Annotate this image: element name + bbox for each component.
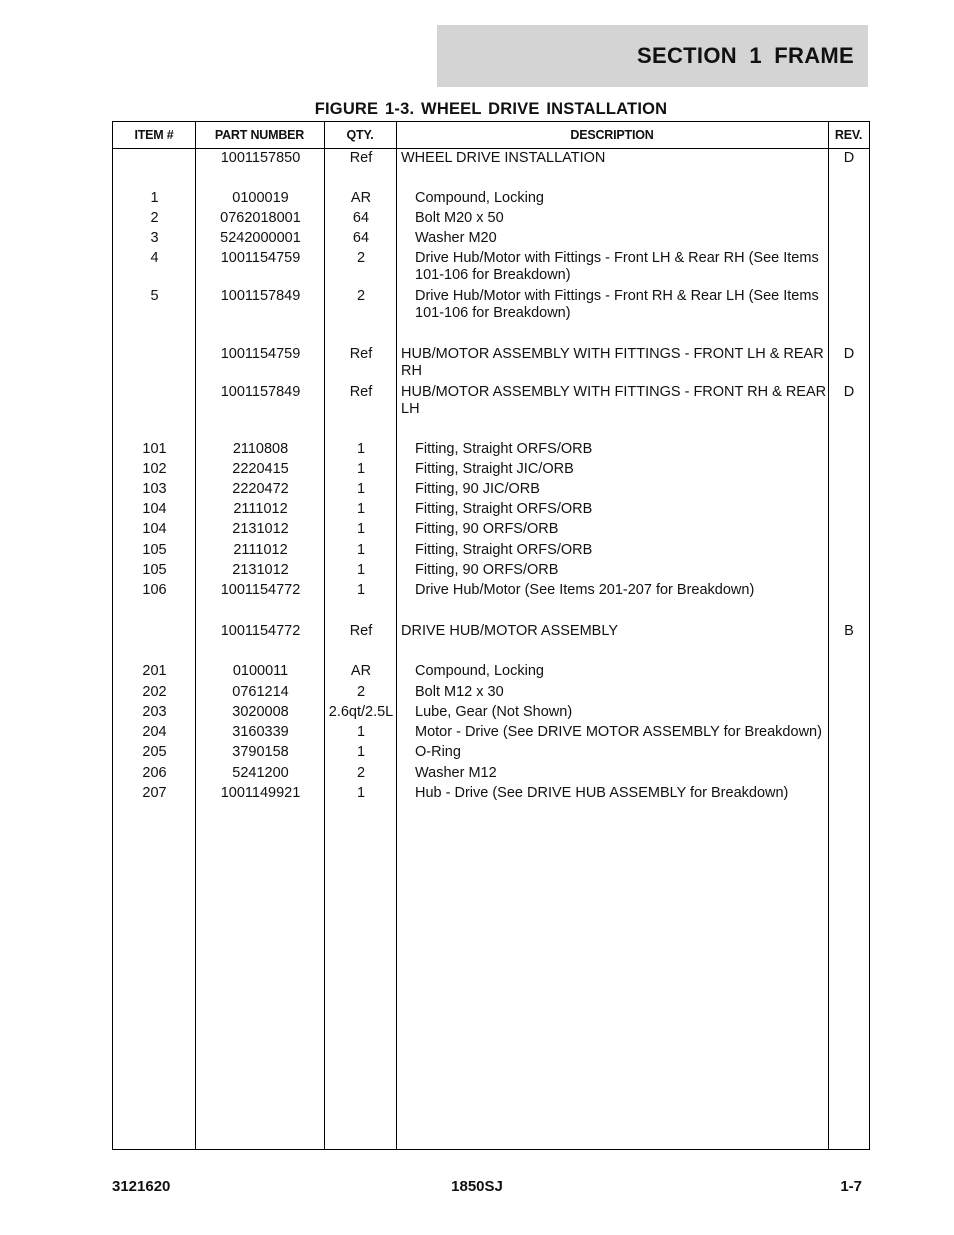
item-number-cell: 105	[142, 542, 167, 558]
description-cell: Lube, Gear (Not Shown)	[415, 704, 573, 720]
description-cell: Drive Hub/Motor (See Items 201-207 for Breakdown)	[415, 582, 755, 598]
quantity-cell: 1	[356, 501, 366, 517]
item-number-cell: 3	[150, 230, 159, 246]
part-number-cell: 1001157849	[220, 384, 301, 400]
revision-cell: D	[843, 346, 855, 362]
description-cell: Hub - Drive (See DRIVE HUB ASSEMBLY for Breakdown)	[415, 785, 789, 801]
description-cell: Fitting, 90 JIC/ORB	[415, 481, 540, 497]
quantity-cell: 2	[356, 684, 366, 700]
part-number-cell: 2131012	[232, 521, 289, 537]
table-header-row	[113, 122, 869, 149]
quantity-cell: Ref	[349, 623, 373, 639]
part-number-cell: 1001154772	[220, 582, 301, 598]
description-cell: Compound, Locking	[415, 663, 544, 679]
section-title: SECTION 1 FRAME	[637, 43, 854, 68]
description-cell: Bolt M20 x 50	[415, 210, 504, 226]
header-part-number: PART NUMBER	[214, 128, 305, 142]
item-number-cell: 202	[142, 684, 167, 700]
item-number-cell: 205	[142, 744, 167, 760]
description-cell: Drive Hub/Motor with Fittings - Front LH & Rear RH (See Items 101-106 for Breakdown)	[415, 250, 819, 283]
part-number-cell: 3160339	[232, 724, 289, 740]
description-cell: DRIVE HUB/MOTOR ASSEMBLY	[401, 623, 619, 639]
item-number-cell: 204	[142, 724, 167, 740]
part-number-cell: 0100011	[232, 663, 289, 679]
part-number-cell: 2220472	[232, 481, 289, 497]
description-cell: Motor - Drive (See DRIVE MOTOR ASSEMBLY for Breakdown)	[415, 724, 822, 740]
quantity-cell: 1	[356, 461, 366, 477]
item-number-cell: 101	[142, 441, 167, 457]
quantity-cell: 1	[356, 562, 366, 578]
part-number-cell: 5241200	[232, 765, 289, 781]
quantity-cell: Ref	[349, 384, 373, 400]
part-number-cell: 5242000001	[220, 230, 301, 246]
revision-cell: D	[843, 150, 855, 166]
description-cell: WHEEL DRIVE INSTALLATION	[401, 150, 606, 166]
description-cell: Fitting, Straight ORFS/ORB	[415, 441, 593, 457]
footer-page-number: 1-7	[840, 1178, 862, 1195]
part-number-cell: 3790158	[232, 744, 289, 760]
part-number-cell: 1001157850	[220, 150, 301, 166]
item-number-cell: 207	[142, 785, 167, 801]
description-cell: Fitting, 90 ORFS/ORB	[415, 521, 559, 537]
header-description: DESCRIPTION	[570, 128, 654, 142]
part-number-cell: 0761214	[232, 684, 289, 700]
description-cell: Drive Hub/Motor with Fittings - Front RH & Rear LH (See Items 101-106 for Breakdown)	[415, 288, 819, 321]
quantity-cell: 1	[356, 724, 366, 740]
item-number-cell: 106	[142, 582, 167, 598]
part-number-cell: 1001154772	[220, 623, 301, 639]
item-number-cell: 104	[142, 501, 167, 517]
quantity-cell: 1	[356, 582, 366, 598]
header-item-number: ITEM #	[134, 128, 174, 142]
part-number-cell: 0100019	[232, 190, 289, 206]
description-cell: Fitting, Straight ORFS/ORB	[415, 501, 593, 517]
quantity-cell: 2.6qt/2.5L	[328, 704, 394, 720]
part-number-cell: 3020008	[232, 704, 289, 720]
quantity-cell: 64	[352, 230, 370, 246]
item-number-cell: 1	[150, 190, 159, 206]
revision-cell: D	[843, 384, 855, 400]
quantity-cell: 2	[356, 250, 366, 266]
item-number-cell: 203	[142, 704, 167, 720]
part-number-cell: 2111012	[233, 542, 288, 558]
item-number-cell: 105	[142, 562, 167, 578]
item-number-cell: 5	[150, 288, 159, 304]
description-cell: Fitting, Straight JIC/ORB	[415, 461, 574, 477]
description-cell: Compound, Locking	[415, 190, 544, 206]
quantity-cell: 1	[356, 521, 366, 537]
quantity-cell: 1	[356, 744, 366, 760]
quantity-cell: Ref	[349, 150, 373, 166]
revision-cell: B	[844, 623, 854, 639]
description-cell: HUB/MOTOR ASSEMBLY WITH FITTINGS - FRONT RH & REAR LH	[401, 384, 827, 417]
quantity-cell: 2	[356, 288, 366, 304]
quantity-cell: 1	[356, 441, 366, 457]
description-cell: O-Ring	[415, 744, 461, 760]
item-number-cell: 201	[142, 663, 167, 679]
part-number-cell: 2131012	[232, 562, 289, 578]
parts-table	[112, 121, 870, 1150]
item-number-cell: 103	[142, 481, 167, 497]
footer-doc-number: 3121620	[112, 1178, 171, 1195]
part-number-cell: 1001157849	[220, 288, 301, 304]
item-number-cell: 4	[150, 250, 159, 266]
part-number-cell: 1001154759	[220, 346, 301, 362]
quantity-cell: 1	[356, 481, 366, 497]
description-cell: Washer M20	[415, 230, 497, 246]
description-cell: Washer M12	[415, 765, 497, 781]
footer-model: 1850SJ	[451, 1178, 503, 1195]
quantity-cell: 64	[352, 210, 370, 226]
quantity-cell: 1	[356, 542, 366, 558]
section-header	[437, 25, 868, 87]
header-revision: REV.	[834, 128, 863, 142]
part-number-cell: 1001154759	[220, 250, 301, 266]
part-number-cell: 2220415	[232, 461, 289, 477]
quantity-cell: 2	[356, 765, 366, 781]
quantity-cell: 1	[356, 785, 366, 801]
figure-title: FIGURE 1-3. WHEEL DRIVE INSTALLATION	[314, 100, 668, 118]
quantity-cell: AR	[350, 663, 372, 679]
quantity-cell: AR	[350, 190, 372, 206]
quantity-cell: Ref	[349, 346, 373, 362]
description-cell: Fitting, Straight ORFS/ORB	[415, 542, 593, 558]
part-number-cell: 0762018001	[220, 210, 301, 226]
part-number-cell: 1001149921	[220, 785, 301, 801]
item-number-cell: 2	[150, 210, 159, 226]
item-number-cell: 104	[142, 521, 167, 537]
description-cell: HUB/MOTOR ASSEMBLY WITH FITTINGS - FRONT LH & REAR RH	[401, 346, 824, 379]
header-quantity: QTY.	[346, 128, 374, 142]
item-number-cell: 206	[142, 765, 167, 781]
item-number-cell: 102	[142, 461, 167, 477]
part-number-cell: 2111012	[233, 501, 288, 517]
description-cell: Fitting, 90 ORFS/ORB	[415, 562, 559, 578]
part-number-cell: 2110808	[232, 441, 289, 457]
description-cell: Bolt M12 x 30	[415, 684, 504, 700]
